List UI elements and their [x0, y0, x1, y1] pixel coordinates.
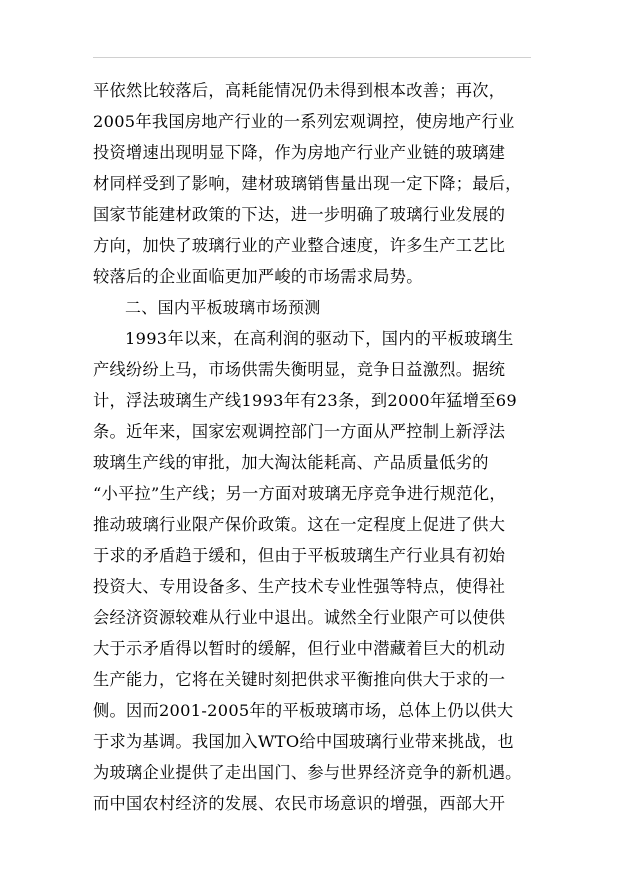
text-line: 平依然比较落后，高耗能情况仍未得到根本改善；再次，: [93, 81, 506, 100]
text-line: 较落后的企业面临更加严峻的市场需求局势。: [93, 267, 423, 286]
text-line: 为玻璃企业提供了走出国门、参与世界经济竞争的新机遇。: [93, 763, 522, 782]
section-heading: 二、国内平板玻璃市场预测: [125, 298, 321, 317]
text-line: 会经济资源较难从行业中退出。诚然全行业限产可以使供: [93, 608, 506, 627]
header-rule: [93, 57, 531, 58]
text-line: 于求的矛盾趋于缓和，但由于平板玻璃生产行业具有初始: [93, 546, 506, 565]
text-line: 2005年我国房地产行业的一系列宏观调控，使房地产行业: [93, 112, 515, 131]
text-line: 于求为基调。我国加入WTO给中国玻璃行业带来挑战，也: [93, 732, 514, 751]
text-line: 生产能力，它将在关键时刻把供求平衡推向供大于求的一: [93, 670, 506, 689]
text-line: 国家节能建材政策的下达，进一步明确了玻璃行业发展的: [93, 205, 506, 224]
text-line: 条。近年来，国家宏观调控部门一方面从严控制上新浮法: [93, 422, 506, 441]
document-body: [93, 75, 533, 819]
text-line: 计，浮法玻璃生产线1993年有23条，到2000年猛增至69: [93, 391, 517, 410]
paragraph-first-line: 1993年以来，在高利润的驱动下，国内的平板玻璃生: [125, 329, 514, 348]
text-line: 投资大、专用设备多、生产技术专业性强等特点，使得社: [93, 577, 506, 596]
text-line: 而中国农村经济的发展、农民市场意识的增强，西部大开: [93, 794, 506, 813]
text-line: 材同样受到了影响，建材玻璃销售量出现一定下降；最后，: [93, 174, 522, 193]
text-line: 侧。因而2001-2005年的平板玻璃市场，总体上仍以供大: [93, 701, 514, 720]
text-line: 方向，加快了玻璃行业的产业整合速度，许多生产工艺比: [93, 236, 506, 255]
text-line: 大于示矛盾得以暂时的缓解，但行业中潜藏着巨大的机动: [93, 639, 506, 658]
text-line: 推动玻璃行业限产保价政策。这在一定程度上促进了供大: [93, 515, 506, 534]
text-line: 投资增速出现明显下降，作为房地产行业产业链的玻璃建: [93, 143, 506, 162]
text-line: 玻璃生产线的审批，加大淘汰能耗高、产品质量低劣的: [93, 453, 489, 472]
text-line: 产线纷纷上马，市场供需失衡明显，竞争日益激烈。据统: [93, 360, 506, 379]
text-line: “小平拉”生产线；另一方面对玻璃无序竞争进行规范化，: [93, 484, 506, 503]
